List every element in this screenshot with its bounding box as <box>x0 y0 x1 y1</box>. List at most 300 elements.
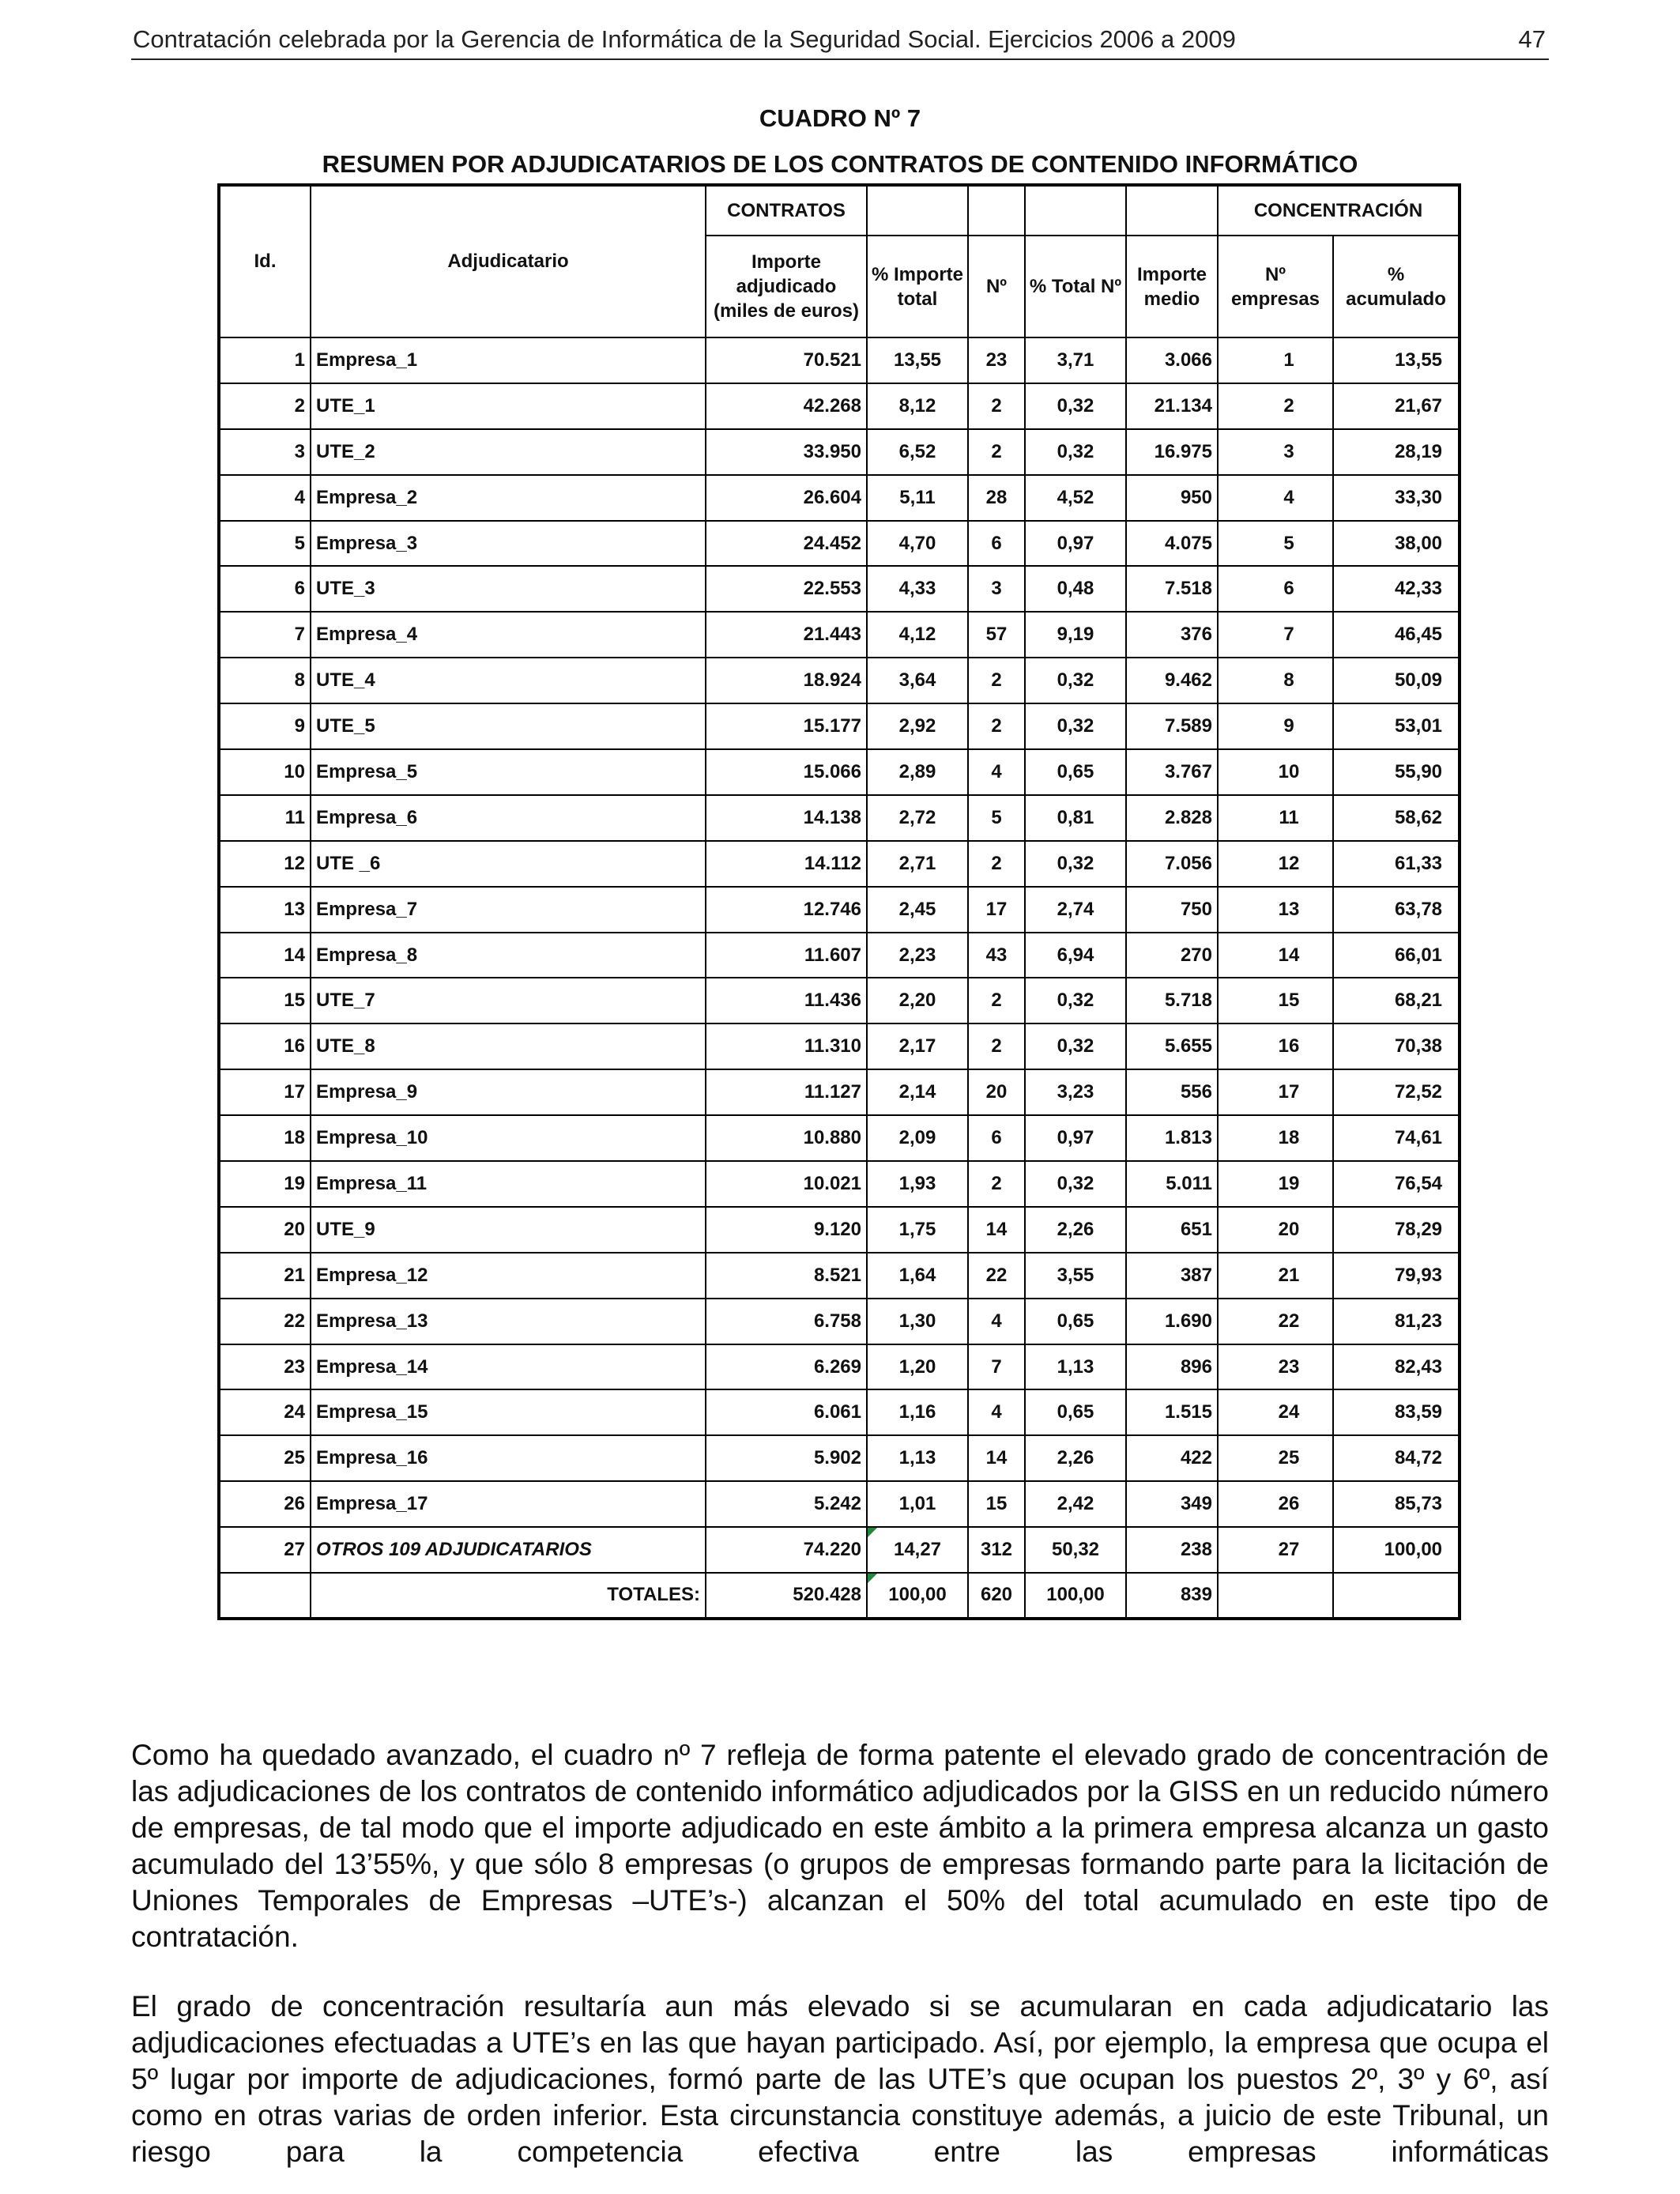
row-importe-medio: 21.134 <box>1126 383 1218 429</box>
row-importe: 14.112 <box>706 841 867 887</box>
row-pct-acumulado: 72,52 <box>1333 1069 1460 1115</box>
row-id: 9 <box>219 703 311 749</box>
row-importe-medio: 5.011 <box>1126 1161 1218 1207</box>
row-pct-numero: 9,19 <box>1025 612 1126 658</box>
row-pct-importe: 2,14 <box>867 1069 968 1115</box>
row-pct-acumulado: 74,61 <box>1333 1115 1460 1161</box>
col-header-importe-medio: Importe medio <box>1126 236 1218 337</box>
table-row <box>219 887 1460 933</box>
row-adjudicatario: Empresa_8 <box>311 933 706 978</box>
row-id: 10 <box>219 749 311 795</box>
row-importe-medio: 387 <box>1126 1253 1218 1299</box>
row-pct-importe: 2,45 <box>867 887 968 933</box>
row-importe-medio: 1.515 <box>1126 1389 1218 1435</box>
table-row <box>219 658 1460 703</box>
row-adjudicatario: Empresa_14 <box>311 1344 706 1390</box>
row-pct-numero: 2,26 <box>1025 1435 1126 1481</box>
row-id: 27 <box>219 1527 311 1573</box>
row-pct-acumulado: 46,45 <box>1333 612 1460 658</box>
row-importe: 33.950 <box>706 429 867 475</box>
row-pct-acumulado: 42,33 <box>1333 566 1460 612</box>
row-pct-acumulado: 78,29 <box>1333 1207 1460 1253</box>
row-num-empresas: 2 <box>1218 383 1333 429</box>
row-num-empresas: 25 <box>1218 1435 1333 1481</box>
row-adjudicatario: UTE_8 <box>311 1023 706 1069</box>
row-num-empresas: 7 <box>1218 612 1333 658</box>
row-pct-importe: 1,20 <box>867 1344 968 1390</box>
row-numero: 6 <box>968 521 1025 567</box>
row-pct-numero: 0,81 <box>1025 795 1126 841</box>
table-row <box>219 1069 1460 1115</box>
row-id: 17 <box>219 1069 311 1115</box>
row-importe-medio: 238 <box>1126 1527 1218 1573</box>
row-importe: 9.120 <box>706 1207 867 1253</box>
row-adjudicatario: UTE_3 <box>311 566 706 612</box>
table-row <box>219 1161 1460 1207</box>
row-pct-importe: 1,13 <box>867 1435 968 1481</box>
table-body <box>219 337 1460 1573</box>
paragraph-1-text: Como ha quedado avanzado, el cuadro nº 7 refleja de forma patente el elevado grado de concentración de las adjudicaciones de los contratos de contenido informático adjudicados por la GISS en un reducido número de empresas, de tal modo que el importe adjudicado en este ámbito a la primera empresa alcanza un gasto acumulado del 13’55%, y que sólo 8 empresas (o grupos de empresas formando parte para la licitación de Uniones Temporales de Empresas –UTE’s-) alcanzan el 50% del total acumulado en este tipo de contratación. <box>131 1739 1549 1953</box>
row-pct-numero: 6,94 <box>1025 933 1126 978</box>
row-importe: 11.310 <box>706 1023 867 1069</box>
totals-label: TOTALES: <box>311 1573 706 1619</box>
row-importe: 24.452 <box>706 521 867 567</box>
row-importe-medio: 750 <box>1126 887 1218 933</box>
row-importe-medio: 1.813 <box>1126 1115 1218 1161</box>
row-pct-numero: 0,32 <box>1025 658 1126 703</box>
row-pct-acumulado: 79,93 <box>1333 1253 1460 1299</box>
row-adjudicatario: UTE _6 <box>311 841 706 887</box>
row-importe: 22.553 <box>706 566 867 612</box>
row-pct-acumulado: 82,43 <box>1333 1344 1460 1390</box>
row-id: 6 <box>219 566 311 612</box>
row-num-empresas: 8 <box>1218 658 1333 703</box>
row-pct-numero: 0,97 <box>1025 1115 1126 1161</box>
row-numero: 2 <box>968 1023 1025 1069</box>
totals-numero: 620 <box>968 1573 1025 1619</box>
group-header-empty <box>1025 185 1126 236</box>
table-row <box>219 566 1460 612</box>
row-importe-medio: 1.690 <box>1126 1299 1218 1344</box>
row-id: 3 <box>219 429 311 475</box>
row-num-empresas: 3 <box>1218 429 1333 475</box>
row-importe: 5.902 <box>706 1435 867 1481</box>
row-pct-acumulado: 100,00 <box>1333 1527 1460 1573</box>
col-header-pct-importe: % Importe total <box>867 236 968 337</box>
row-adjudicatario: Empresa_2 <box>311 475 706 521</box>
row-importe: 6.061 <box>706 1389 867 1435</box>
row-numero: 20 <box>968 1069 1025 1115</box>
col-header-importe: Importe adjudicado (miles de euros) <box>706 236 867 337</box>
row-num-empresas: 15 <box>1218 978 1333 1023</box>
paragraph-2 <box>131 1989 1549 2170</box>
row-importe: 15.066 <box>706 749 867 795</box>
row-pct-acumulado: 70,38 <box>1333 1023 1460 1069</box>
row-importe: 21.443 <box>706 612 867 658</box>
row-importe: 11.436 <box>706 978 867 1023</box>
row-num-empresas: 16 <box>1218 1023 1333 1069</box>
row-pct-numero: 2,26 <box>1025 1207 1126 1253</box>
row-pct-importe: 5,11 <box>867 475 968 521</box>
row-pct-acumulado: 55,90 <box>1333 749 1460 795</box>
row-pct-acumulado: 66,01 <box>1333 933 1460 978</box>
group-header-empty <box>1126 185 1218 236</box>
row-id: 7 <box>219 612 311 658</box>
row-numero: 312 <box>968 1527 1025 1573</box>
row-num-empresas: 4 <box>1218 475 1333 521</box>
paragraph-1 <box>131 1737 1549 1955</box>
row-importe-medio: 556 <box>1126 1069 1218 1115</box>
table-row <box>219 429 1460 475</box>
row-numero: 2 <box>968 429 1025 475</box>
table-row <box>219 933 1460 978</box>
row-pct-importe: 2,17 <box>867 1023 968 1069</box>
row-importe: 15.177 <box>706 703 867 749</box>
table-row <box>219 337 1460 383</box>
group-header-contratos: CONTRATOS <box>706 185 867 236</box>
row-pct-acumulado: 76,54 <box>1333 1161 1460 1207</box>
row-numero: 23 <box>968 337 1025 383</box>
row-importe: 74.220 <box>706 1527 867 1573</box>
row-num-empresas: 17 <box>1218 1069 1333 1115</box>
row-pct-acumulado: 85,73 <box>1333 1481 1460 1527</box>
row-pct-importe: 2,89 <box>867 749 968 795</box>
row-id: 5 <box>219 521 311 567</box>
row-numero: 6 <box>968 1115 1025 1161</box>
row-adjudicatario: UTE_9 <box>311 1207 706 1253</box>
row-adjudicatario: Empresa_15 <box>311 1389 706 1435</box>
row-pct-importe: 1,01 <box>867 1481 968 1527</box>
row-adjudicatario: Empresa_9 <box>311 1069 706 1115</box>
row-importe: 6.758 <box>706 1299 867 1344</box>
row-numero: 17 <box>968 887 1025 933</box>
row-adjudicatario: Empresa_5 <box>311 749 706 795</box>
row-pct-importe: 14,27 <box>867 1527 968 1573</box>
row-pct-acumulado: 58,62 <box>1333 795 1460 841</box>
row-adjudicatario: Empresa_13 <box>311 1299 706 1344</box>
row-pct-importe: 2,23 <box>867 933 968 978</box>
row-numero: 57 <box>968 612 1025 658</box>
row-pct-numero: 50,32 <box>1025 1527 1126 1573</box>
row-pct-acumulado: 63,78 <box>1333 887 1460 933</box>
row-importe-medio: 7.056 <box>1126 841 1218 887</box>
row-importe: 8.521 <box>706 1253 867 1299</box>
table-row <box>219 749 1460 795</box>
totals-importe-medio: 839 <box>1126 1573 1218 1619</box>
table-row <box>219 475 1460 521</box>
running-title: Contratación celebrada por la Gerencia de Informática de la Seguridad Social. Ejercicios 2006 a 2009 <box>133 25 1236 53</box>
row-id: 20 <box>219 1207 311 1253</box>
row-pct-acumulado: 61,33 <box>1333 841 1460 887</box>
row-numero: 14 <box>968 1207 1025 1253</box>
row-adjudicatario: Empresa_11 <box>311 1161 706 1207</box>
totals-importe: 520.428 <box>706 1573 867 1619</box>
row-pct-numero: 2,74 <box>1025 887 1126 933</box>
row-adjudicatario: Empresa_17 <box>311 1481 706 1527</box>
row-pct-acumulado: 21,67 <box>1333 383 1460 429</box>
row-importe: 70.521 <box>706 337 867 383</box>
row-numero: 2 <box>968 1161 1025 1207</box>
row-importe: 6.269 <box>706 1344 867 1390</box>
row-pct-numero: 0,32 <box>1025 383 1126 429</box>
row-importe: 12.746 <box>706 887 867 933</box>
table-row <box>219 383 1460 429</box>
page-number: 47 <box>1518 25 1546 53</box>
row-adjudicatario: Empresa_16 <box>311 1435 706 1481</box>
row-numero: 4 <box>968 749 1025 795</box>
row-pct-numero: 0,32 <box>1025 978 1126 1023</box>
row-id: 8 <box>219 658 311 703</box>
row-adjudicatario: Empresa_10 <box>311 1115 706 1161</box>
row-importe: 11.607 <box>706 933 867 978</box>
row-pct-acumulado: 38,00 <box>1333 521 1460 567</box>
row-pct-importe: 1,93 <box>867 1161 968 1207</box>
row-pct-acumulado: 83,59 <box>1333 1389 1460 1435</box>
row-importe: 10.021 <box>706 1161 867 1207</box>
row-id: 19 <box>219 1161 311 1207</box>
row-pct-numero: 0,48 <box>1025 566 1126 612</box>
row-id: 21 <box>219 1253 311 1299</box>
row-numero: 2 <box>968 658 1025 703</box>
row-pct-acumulado: 33,30 <box>1333 475 1460 521</box>
row-pct-importe: 4,12 <box>867 612 968 658</box>
row-pct-numero: 1,13 <box>1025 1344 1126 1390</box>
row-num-empresas: 12 <box>1218 841 1333 887</box>
row-id: 25 <box>219 1435 311 1481</box>
row-id: 12 <box>219 841 311 887</box>
row-id: 14 <box>219 933 311 978</box>
table-row <box>219 978 1460 1023</box>
row-importe-medio: 349 <box>1126 1481 1218 1527</box>
table-row <box>219 1207 1460 1253</box>
row-importe-medio: 7.518 <box>1126 566 1218 612</box>
table-row <box>219 1435 1460 1481</box>
row-pct-importe: 1,75 <box>867 1207 968 1253</box>
row-importe-medio: 5.718 <box>1126 978 1218 1023</box>
row-id: 13 <box>219 887 311 933</box>
row-pct-numero: 0,65 <box>1025 1299 1126 1344</box>
row-num-empresas: 21 <box>1218 1253 1333 1299</box>
group-header-concentracion: CONCENTRACIÓN <box>1218 185 1460 236</box>
group-header-empty <box>968 185 1025 236</box>
table-row <box>219 1115 1460 1161</box>
col-header-adjudicatario: Adjudicatario <box>311 185 706 337</box>
table-row <box>219 795 1460 841</box>
col-header-numero: Nº <box>968 236 1025 337</box>
table-number: CUADRO Nº 7 <box>759 104 921 132</box>
row-pct-numero: 0,32 <box>1025 1161 1126 1207</box>
row-pct-numero: 2,42 <box>1025 1481 1126 1527</box>
row-importe: 42.268 <box>706 383 867 429</box>
row-importe: 18.924 <box>706 658 867 703</box>
row-num-empresas: 22 <box>1218 1299 1333 1344</box>
row-pct-importe: 8,12 <box>867 383 968 429</box>
row-numero: 7 <box>968 1344 1025 1390</box>
row-numero: 2 <box>968 841 1025 887</box>
group-header-empty <box>867 185 968 236</box>
row-importe-medio: 5.655 <box>1126 1023 1218 1069</box>
row-num-empresas: 13 <box>1218 887 1333 933</box>
group-header-row <box>219 185 1460 236</box>
row-pct-importe: 6,52 <box>867 429 968 475</box>
row-importe-medio: 16.975 <box>1126 429 1218 475</box>
row-id: 22 <box>219 1299 311 1344</box>
row-adjudicatario: Empresa_4 <box>311 612 706 658</box>
row-importe: 11.127 <box>706 1069 867 1115</box>
row-numero: 2 <box>968 978 1025 1023</box>
row-importe-medio: 4.075 <box>1126 521 1218 567</box>
row-adjudicatario: UTE_4 <box>311 658 706 703</box>
row-adjudicatario: Empresa_6 <box>311 795 706 841</box>
row-pct-importe: 2,09 <box>867 1115 968 1161</box>
row-numero: 2 <box>968 383 1025 429</box>
row-pct-importe: 1,16 <box>867 1389 968 1435</box>
row-importe-medio: 950 <box>1126 475 1218 521</box>
row-importe-medio: 651 <box>1126 1207 1218 1253</box>
row-id: 18 <box>219 1115 311 1161</box>
row-numero: 43 <box>968 933 1025 978</box>
table-row <box>219 703 1460 749</box>
row-adjudicatario: UTE_7 <box>311 978 706 1023</box>
row-importe-medio: 9.462 <box>1126 658 1218 703</box>
row-id: 16 <box>219 1023 311 1069</box>
row-pct-acumulado: 53,01 <box>1333 703 1460 749</box>
table-row <box>219 1299 1460 1344</box>
row-pct-acumulado: 68,21 <box>1333 978 1460 1023</box>
row-id: 2 <box>219 383 311 429</box>
totals-empty-empresas <box>1218 1573 1333 1619</box>
row-num-empresas: 18 <box>1218 1115 1333 1161</box>
col-header-pct-acumulado: % acumulado <box>1333 236 1460 337</box>
totals-row <box>219 1573 1460 1619</box>
row-numero: 28 <box>968 475 1025 521</box>
row-pct-numero: 0,65 <box>1025 749 1126 795</box>
row-adjudicatario: UTE_5 <box>311 703 706 749</box>
row-num-empresas: 14 <box>1218 933 1333 978</box>
row-importe-medio: 2.828 <box>1126 795 1218 841</box>
row-id: 24 <box>219 1389 311 1435</box>
table-row <box>219 1389 1460 1435</box>
row-importe-medio: 422 <box>1126 1435 1218 1481</box>
row-pct-importe: 1,64 <box>867 1253 968 1299</box>
row-id: 23 <box>219 1344 311 1390</box>
row-num-empresas: 10 <box>1218 749 1333 795</box>
row-id: 4 <box>219 475 311 521</box>
row-adjudicatario: Empresa_7 <box>311 887 706 933</box>
row-importe-medio: 3.767 <box>1126 749 1218 795</box>
row-pct-importe: 1,30 <box>867 1299 968 1344</box>
row-pct-importe: 2,92 <box>867 703 968 749</box>
row-pct-numero: 0,97 <box>1025 521 1126 567</box>
row-numero: 4 <box>968 1299 1025 1344</box>
row-id: 26 <box>219 1481 311 1527</box>
row-id: 15 <box>219 978 311 1023</box>
row-importe: 26.604 <box>706 475 867 521</box>
row-numero: 5 <box>968 795 1025 841</box>
row-adjudicatario: Empresa_12 <box>311 1253 706 1299</box>
row-id: 1 <box>219 337 311 383</box>
row-numero: 15 <box>968 1481 1025 1527</box>
row-adjudicatario: Empresa_1 <box>311 337 706 383</box>
row-num-empresas: 23 <box>1218 1344 1333 1390</box>
table-row <box>219 1253 1460 1299</box>
row-num-empresas: 11 <box>1218 795 1333 841</box>
row-importe: 5.242 <box>706 1481 867 1527</box>
row-pct-acumulado: 13,55 <box>1333 337 1460 383</box>
table-row <box>219 1527 1460 1573</box>
row-pct-numero: 3,23 <box>1025 1069 1126 1115</box>
row-importe-medio: 270 <box>1126 933 1218 978</box>
table-row <box>219 841 1460 887</box>
col-header-id: Id. <box>219 185 311 337</box>
row-pct-acumulado: 84,72 <box>1333 1435 1460 1481</box>
col-header-pct-numero: % Total Nº <box>1025 236 1126 337</box>
row-numero: 3 <box>968 566 1025 612</box>
table-row <box>219 612 1460 658</box>
row-pct-numero: 0,65 <box>1025 1389 1126 1435</box>
row-importe: 14.138 <box>706 795 867 841</box>
totals-pct-numero: 100,00 <box>1025 1573 1126 1619</box>
row-importe-medio: 7.589 <box>1126 703 1218 749</box>
row-pct-importe: 2,20 <box>867 978 968 1023</box>
row-numero: 2 <box>968 703 1025 749</box>
row-id: 11 <box>219 795 311 841</box>
totals-pct-importe: 100,00 <box>867 1573 968 1619</box>
row-pct-acumulado: 81,23 <box>1333 1299 1460 1344</box>
row-num-empresas: 9 <box>1218 703 1333 749</box>
row-num-empresas: 19 <box>1218 1161 1333 1207</box>
row-pct-numero: 0,32 <box>1025 841 1126 887</box>
row-pct-numero: 0,32 <box>1025 1023 1126 1069</box>
row-pct-acumulado: 50,09 <box>1333 658 1460 703</box>
table-row <box>219 521 1460 567</box>
row-pct-importe: 4,33 <box>867 566 968 612</box>
row-pct-numero: 3,71 <box>1025 337 1126 383</box>
table-row <box>219 1344 1460 1390</box>
table-row <box>219 1023 1460 1069</box>
row-importe-medio: 896 <box>1126 1344 1218 1390</box>
row-num-empresas: 26 <box>1218 1481 1333 1527</box>
row-pct-numero: 4,52 <box>1025 475 1126 521</box>
row-pct-importe: 4,70 <box>867 521 968 567</box>
row-pct-numero: 0,32 <box>1025 703 1126 749</box>
row-numero: 22 <box>968 1253 1025 1299</box>
row-adjudicatario: UTE_2 <box>311 429 706 475</box>
paragraph-2-text: El grado de concentración resultaría aun más elevado si se acumularan en cada adjudicatario las adjudicaciones efectuadas a UTE’s en las que hayan participado. Así, por ejemplo, la empresa que ocupa el 5º lugar por importe de adjudicaciones, formó parte de las UTE’s que ocupan los puestos 2º, 3º y 6º, así como en otras varias de orden inferior. Esta circunstancia constituye además, a juicio de este Tribunal, un riesgo para la competencia efectiva entre las empresas informáticas <box>131 1990 1549 2168</box>
row-adjudicatario: Empresa_3 <box>311 521 706 567</box>
row-num-empresas: 5 <box>1218 521 1333 567</box>
row-num-empresas: 6 <box>1218 566 1333 612</box>
adjudicatarios-table <box>217 183 1461 1620</box>
row-num-empresas: 1 <box>1218 337 1333 383</box>
row-num-empresas: 27 <box>1218 1527 1333 1573</box>
table-row <box>219 1481 1460 1527</box>
col-header-num-empresas: Nº empresas <box>1218 236 1333 337</box>
row-num-empresas: 24 <box>1218 1389 1333 1435</box>
row-adjudicatario: OTROS 109 ADJUDICATARIOS <box>311 1527 706 1573</box>
row-pct-importe: 13,55 <box>867 337 968 383</box>
row-pct-importe: 2,71 <box>867 841 968 887</box>
totals-empty-id <box>219 1573 311 1619</box>
row-adjudicatario: UTE_1 <box>311 383 706 429</box>
row-numero: 14 <box>968 1435 1025 1481</box>
row-importe-medio: 3.066 <box>1126 337 1218 383</box>
row-num-empresas: 20 <box>1218 1207 1333 1253</box>
row-numero: 4 <box>968 1389 1025 1435</box>
table-title: RESUMEN POR ADJUDICATARIOS DE LOS CONTRATOS DE CONTENIDO INFORMÁTICO <box>322 150 1358 178</box>
row-pct-importe: 2,72 <box>867 795 968 841</box>
row-pct-importe: 3,64 <box>867 658 968 703</box>
